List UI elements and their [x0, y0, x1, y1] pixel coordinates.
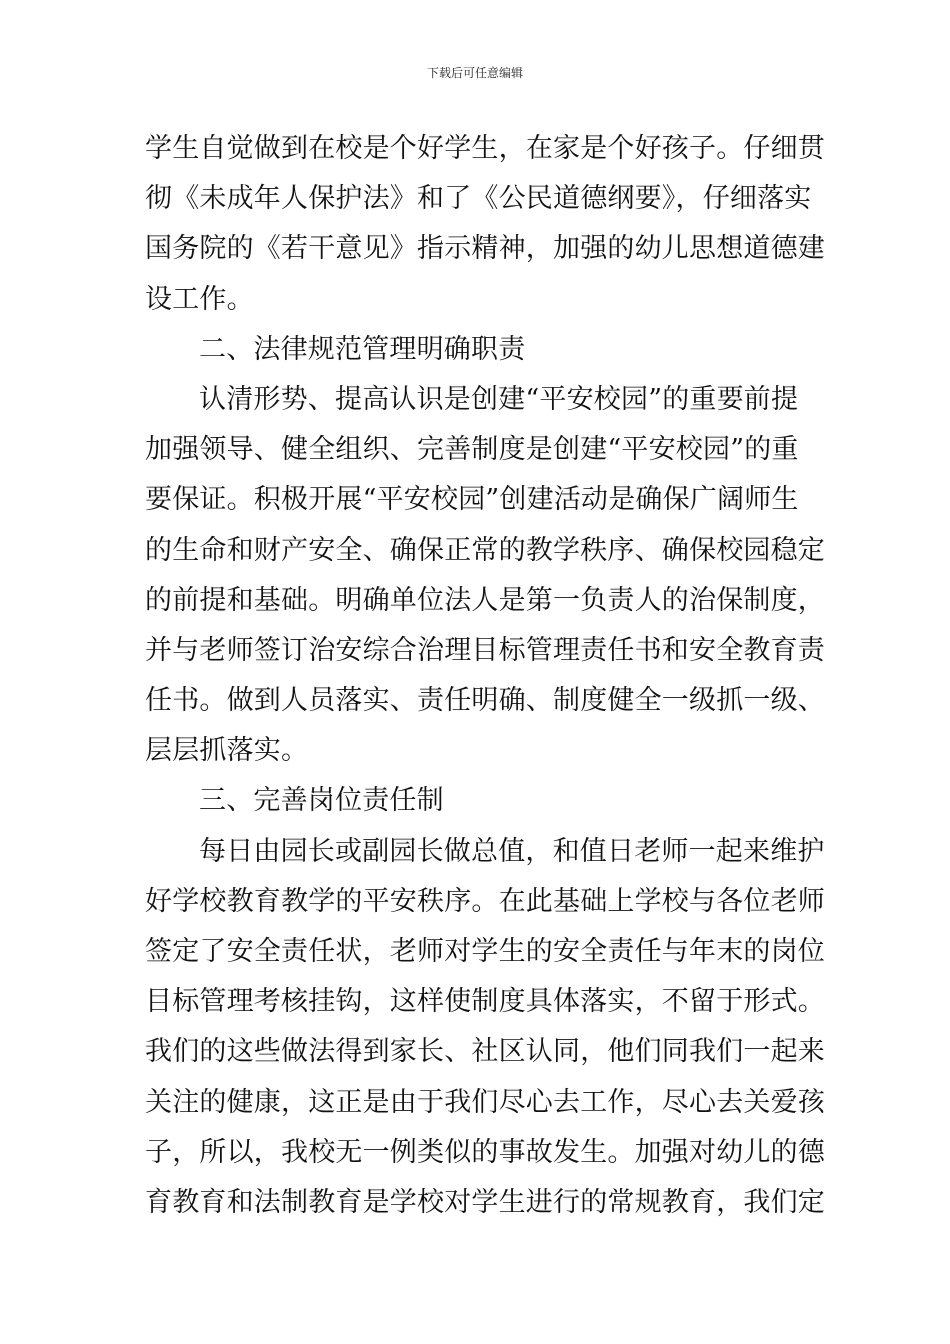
text-line: 好学校教育教学的平安秩序。在此基础上学校与各位老师	[145, 885, 825, 917]
text-line: 任书。做到人员落实、责任明确、制度健全一级抓一级、	[145, 685, 825, 717]
text-line: 的生命和财产安全、确保正常的教学秩序、确保校园稳定	[145, 534, 825, 566]
text-line: 子，所以，我校无一例类似的事故发生。加强对幼儿的德	[145, 1136, 825, 1168]
text-line: 签定了安全责任状，老师对学生的安全责任与年末的岗位	[145, 936, 825, 967]
text-line: 国务院的《若干意见》指示精神，加强的幼儿思想道德建	[145, 233, 825, 265]
document-body	[145, 124, 825, 1228]
section-heading: 三、完善岗位责任制	[199, 785, 444, 817]
text-line: 每日由园长或副园长做总值，和值日老师一起来维护	[199, 835, 825, 867]
text-line: 加强领导、健全组织、完善制度是创建“平安校园”的重	[145, 434, 799, 466]
text-line: 关注的健康，这正是由于我们尽心去工作，尽心去关爱孩	[145, 1086, 825, 1118]
text-line: 目标管理考核挂钩，这样使制度具体落实，不留于形式。	[145, 986, 825, 1018]
text-line: 要保证。积极开展“平安校园”创建活动是确保广阔师生	[145, 484, 799, 516]
text-line: 认清形势、提高认识是创建“平安校园”的重要前提	[199, 383, 799, 415]
text-line: 育教育和法制教育是学校对学生进行的常规教育，我们定	[145, 1186, 825, 1218]
text-line: 我们的这些做法得到家长、社区认同，他们同我们一起来	[145, 1036, 825, 1068]
page-header: 下载后可任意编辑	[426, 66, 523, 80]
section-heading: 二、法律规范管理明确职责	[199, 333, 526, 365]
text-line: 设工作。	[145, 283, 254, 315]
text-line: 学生自觉做到在校是个好学生，在家是个好孩子。仔细贯	[145, 133, 825, 164]
text-line: 彻《未成年人保护法》和了《公民道德纲要》，仔细落实	[145, 183, 812, 215]
text-line: 的前提和基础。明确单位法人是第一负责人的治保制度，	[145, 584, 825, 616]
text-line: 并与老师签订治安综合治理目标管理责任书和安全教育责	[145, 634, 825, 666]
text-line: 层层抓落实。	[145, 735, 309, 767]
